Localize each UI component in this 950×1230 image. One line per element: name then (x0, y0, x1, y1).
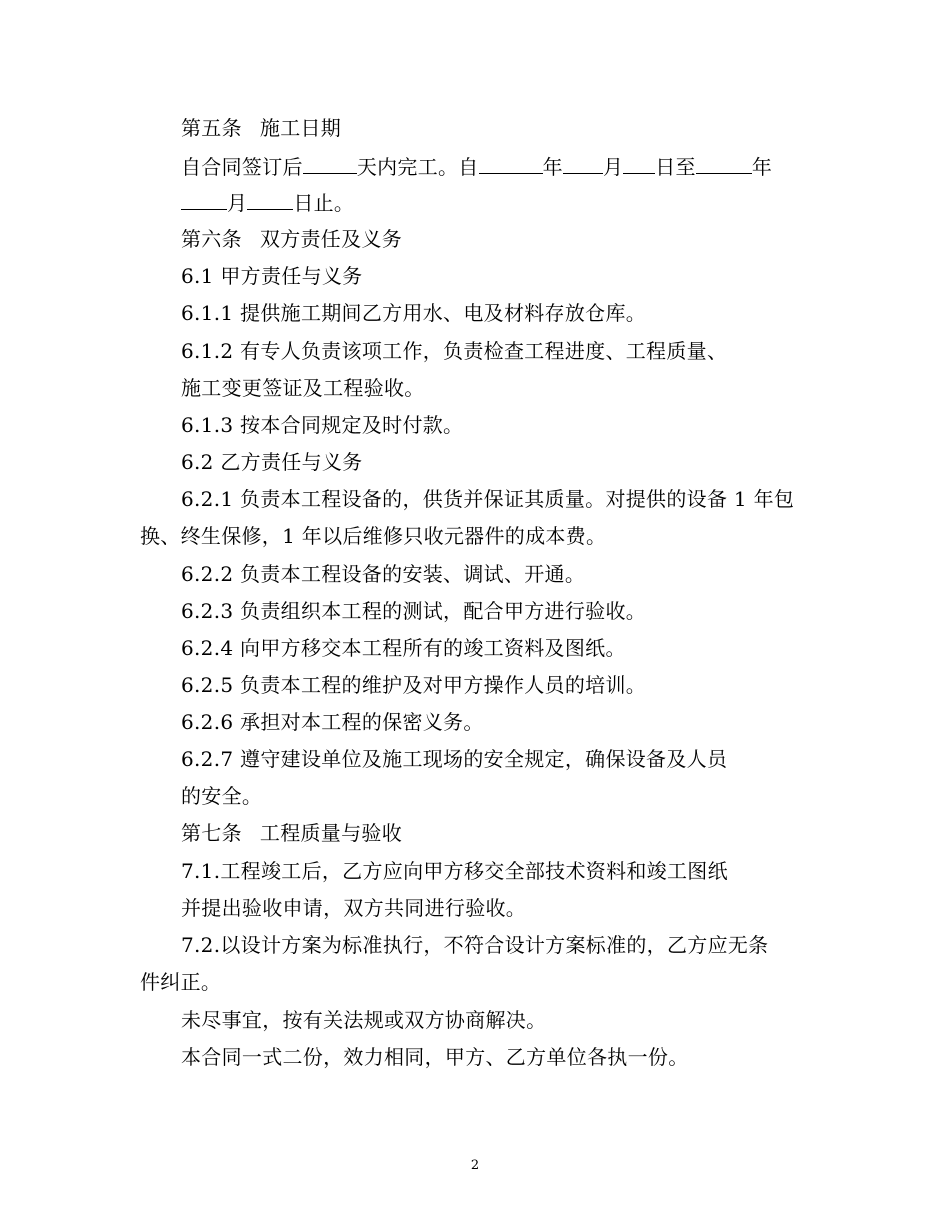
clause-6-2-5: 6.2.5 负责本工程的维护及对甲方操作人员的培训。 (181, 673, 647, 697)
text-span: 天内完工。自 (356, 155, 479, 179)
article-title: 双方责任及义务 (259, 227, 403, 251)
clause-6-2-1: 6.2.1 负责本工程设备的，供货并保证其质量。对提供的设备 1 年包 (181, 487, 795, 511)
blank-field (479, 153, 543, 174)
text-span: 自合同签订后 (181, 155, 303, 179)
article-number: 第五条 (181, 116, 242, 140)
blank-field (563, 153, 603, 174)
text-span: 日止。 (293, 191, 355, 215)
text-span: 日至 (655, 155, 696, 179)
clause-6-2: 6.2 乙方责任与义务 (181, 450, 363, 474)
construction-period-line-1 (181, 153, 772, 179)
text-span: 月 (227, 191, 248, 215)
text-span: 年 (751, 155, 773, 179)
clause-6-1-2-cont: 施工变更签证及工程验收。 (181, 376, 425, 400)
article-number: 第六条 (181, 227, 242, 251)
clause-6-2-2: 6.2.2 负责本工程设备的安装、调试、开通。 (181, 562, 586, 586)
clause-6-1-2: 6.1.2 有专人负责该项工作，负责检查工程进度、工程质量、 (181, 339, 728, 363)
article-title: 工程质量与验收 (259, 821, 403, 845)
clause-7-2-cont: 件纠正。 (140, 970, 222, 994)
clause-7-2: 7.2.以设计方案为标准执行，不符合设计方案标准的，乙方应无条 (181, 933, 769, 957)
article-title: 施工日期 (259, 116, 342, 140)
blank-field (181, 189, 227, 210)
clause-6-2-7: 6.2.7 遵守建设单位及施工现场的安全规定，确保设备及人员 (181, 747, 728, 771)
clause-6-2-4: 6.2.4 向甲方移交本工程所有的竣工资料及图纸。 (181, 636, 626, 660)
blank-field (623, 153, 655, 174)
clause-6-2-6: 6.2.6 承担对本工程的保密义务。 (181, 710, 484, 734)
text-span: 年 (542, 155, 563, 179)
closing-paragraph-1: 未尽事宜，按有关法规或双方协商解决。 (181, 1008, 547, 1032)
clause-6-1-3: 6.1.3 按本合同规定及时付款。 (181, 413, 464, 437)
clause-6-1-1: 6.1.1 提供施工期间乙方用水、电及材料存放仓库。 (181, 301, 647, 325)
article-6-heading (181, 227, 402, 251)
blank-field (247, 189, 293, 210)
closing-paragraph-2: 本合同一式二份，效力相同，甲方、乙方单位各执一份。 (181, 1045, 689, 1069)
article-number: 第七条 (181, 821, 242, 845)
clause-6-2-1-cont: 换、终生保修，1 年以后维修只收元器件的成本费。 (140, 524, 607, 548)
clause-6-2-7-cont: 的安全。 (181, 784, 263, 808)
clause-6-2-3: 6.2.3 负责组织本工程的测试，配合甲方进行验收。 (181, 599, 647, 623)
clause-6-1: 6.1 甲方责任与义务 (181, 264, 363, 288)
blank-field (696, 153, 752, 174)
clause-7-1-cont: 并提出验收申请，双方共同进行验收。 (181, 896, 527, 920)
construction-period-line-2 (181, 189, 354, 215)
text-span: 月 (602, 155, 624, 179)
clause-7-1: 7.1.工程竣工后，乙方应向甲方移交全部技术资料和竣工图纸 (181, 859, 728, 883)
page-number: 2 (470, 1158, 480, 1173)
blank-field (303, 153, 357, 174)
article-5-heading (181, 116, 341, 140)
article-7-heading (181, 821, 402, 845)
